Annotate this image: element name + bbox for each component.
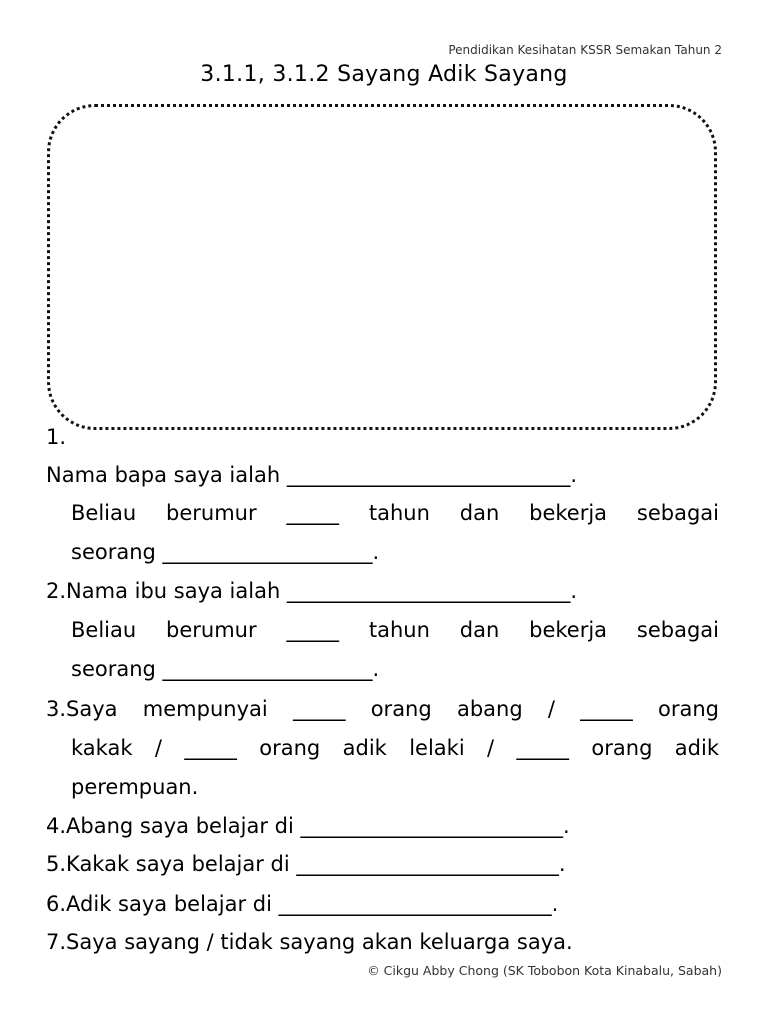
footer-credit: © Cikgu Abby Chong (SK Tobobon Kota Kinabalu, Sabah) — [367, 963, 722, 978]
q1-line3: seorang ____________________. — [71, 540, 380, 564]
q2-line2: Beliau berumur _____ tahun dan bekerja sebagai — [71, 618, 719, 642]
q1-number: 1. — [46, 425, 67, 449]
course-header: Pendidikan Kesihatan KSSR Semakan Tahun 2 — [448, 43, 722, 57]
q1-line1: Nama bapa saya ialah ___________________________. — [46, 463, 577, 487]
q6-line: 6.Adik saya belajar di __________________________. — [46, 892, 559, 916]
q4-line: 4.Abang saya belajar di _________________________. — [46, 814, 570, 838]
page-title: 3.1.1, 3.1.2 Sayang Adik Sayang — [200, 62, 568, 87]
q7-line: 7.Saya sayang / tidak sayang akan keluarga saya. — [46, 930, 573, 954]
q3-line2: kakak / _____ orang adik lelaki / _____ orang adik — [71, 736, 719, 760]
q2-line3: seorang ____________________. — [71, 657, 380, 681]
q5-line: 5.Kakak saya belajar di _________________________. — [46, 852, 566, 876]
q3-line3: perempuan. — [71, 775, 199, 799]
q3-line1: 3.Saya mempunyai _____ orang abang / _____ orang — [46, 697, 719, 721]
q1-line2: Beliau berumur _____ tahun dan bekerja sebagai — [71, 501, 719, 525]
q2-line1: 2.Nama ibu saya ialah ___________________________. — [46, 579, 578, 603]
photo-box — [47, 104, 717, 430]
